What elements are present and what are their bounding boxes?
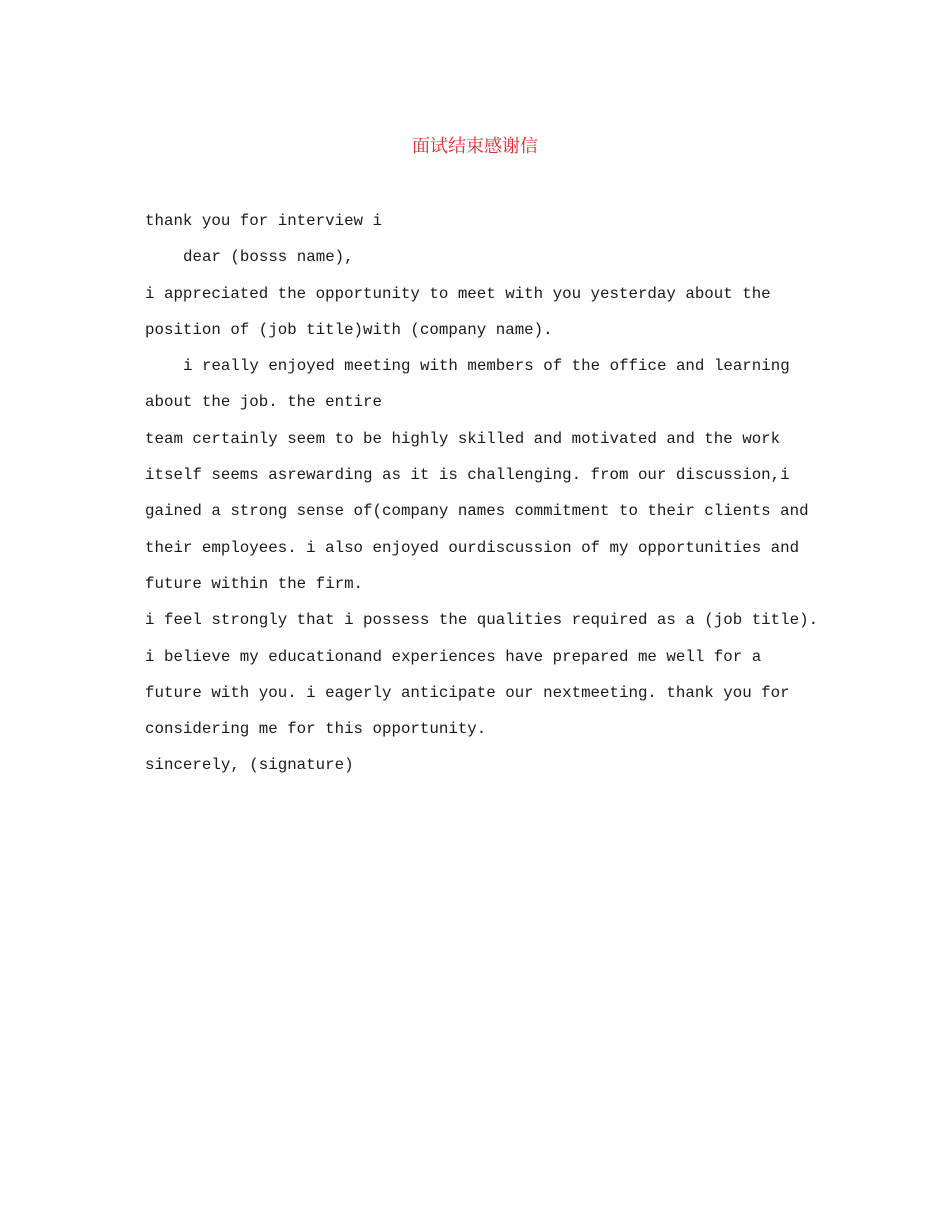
letter-line: position of (job title)with (company name). — [145, 320, 553, 339]
document-title: 面试结束感谢信 — [412, 136, 538, 157]
letter-line: i really enjoyed meeting with members of the office and learning — [183, 357, 790, 376]
letter-line-subject: thank you for interview i — [145, 212, 382, 230]
letter-line: i appreciated the opportunity to meet with you yesterday about the — [145, 284, 771, 303]
letter-line: team certainly seem to be highly skilled and motivated and the work — [145, 429, 781, 448]
letter-line: i feel strongly that i possess the qualities required as a (job title). — [145, 611, 819, 630]
letter-line: future with you. i eagerly anticipate our nextmeeting. thank you for — [145, 683, 790, 702]
letter-line: itself seems asrewarding as it is challenging. from our discussion,i — [145, 466, 790, 485]
letter-line: i believe my educationand experiences have prepared me well for a — [145, 647, 762, 666]
letter-line: considering me for this opportunity. — [145, 720, 487, 739]
letter-line: future within the firm. — [145, 574, 364, 593]
letter-line: their employees. i also enjoyed ourdiscussion of my opportunities and — [145, 538, 800, 557]
letter-line-closing: sincerely, (signature) — [145, 756, 354, 775]
letter-line-salutation: dear (bosss name), — [183, 248, 354, 267]
letter-line: about the job. the entire — [145, 393, 382, 412]
letter-line: gained a strong sense of(company names commitment to their clients and — [145, 502, 809, 521]
letter-body — [145, 208, 825, 789]
